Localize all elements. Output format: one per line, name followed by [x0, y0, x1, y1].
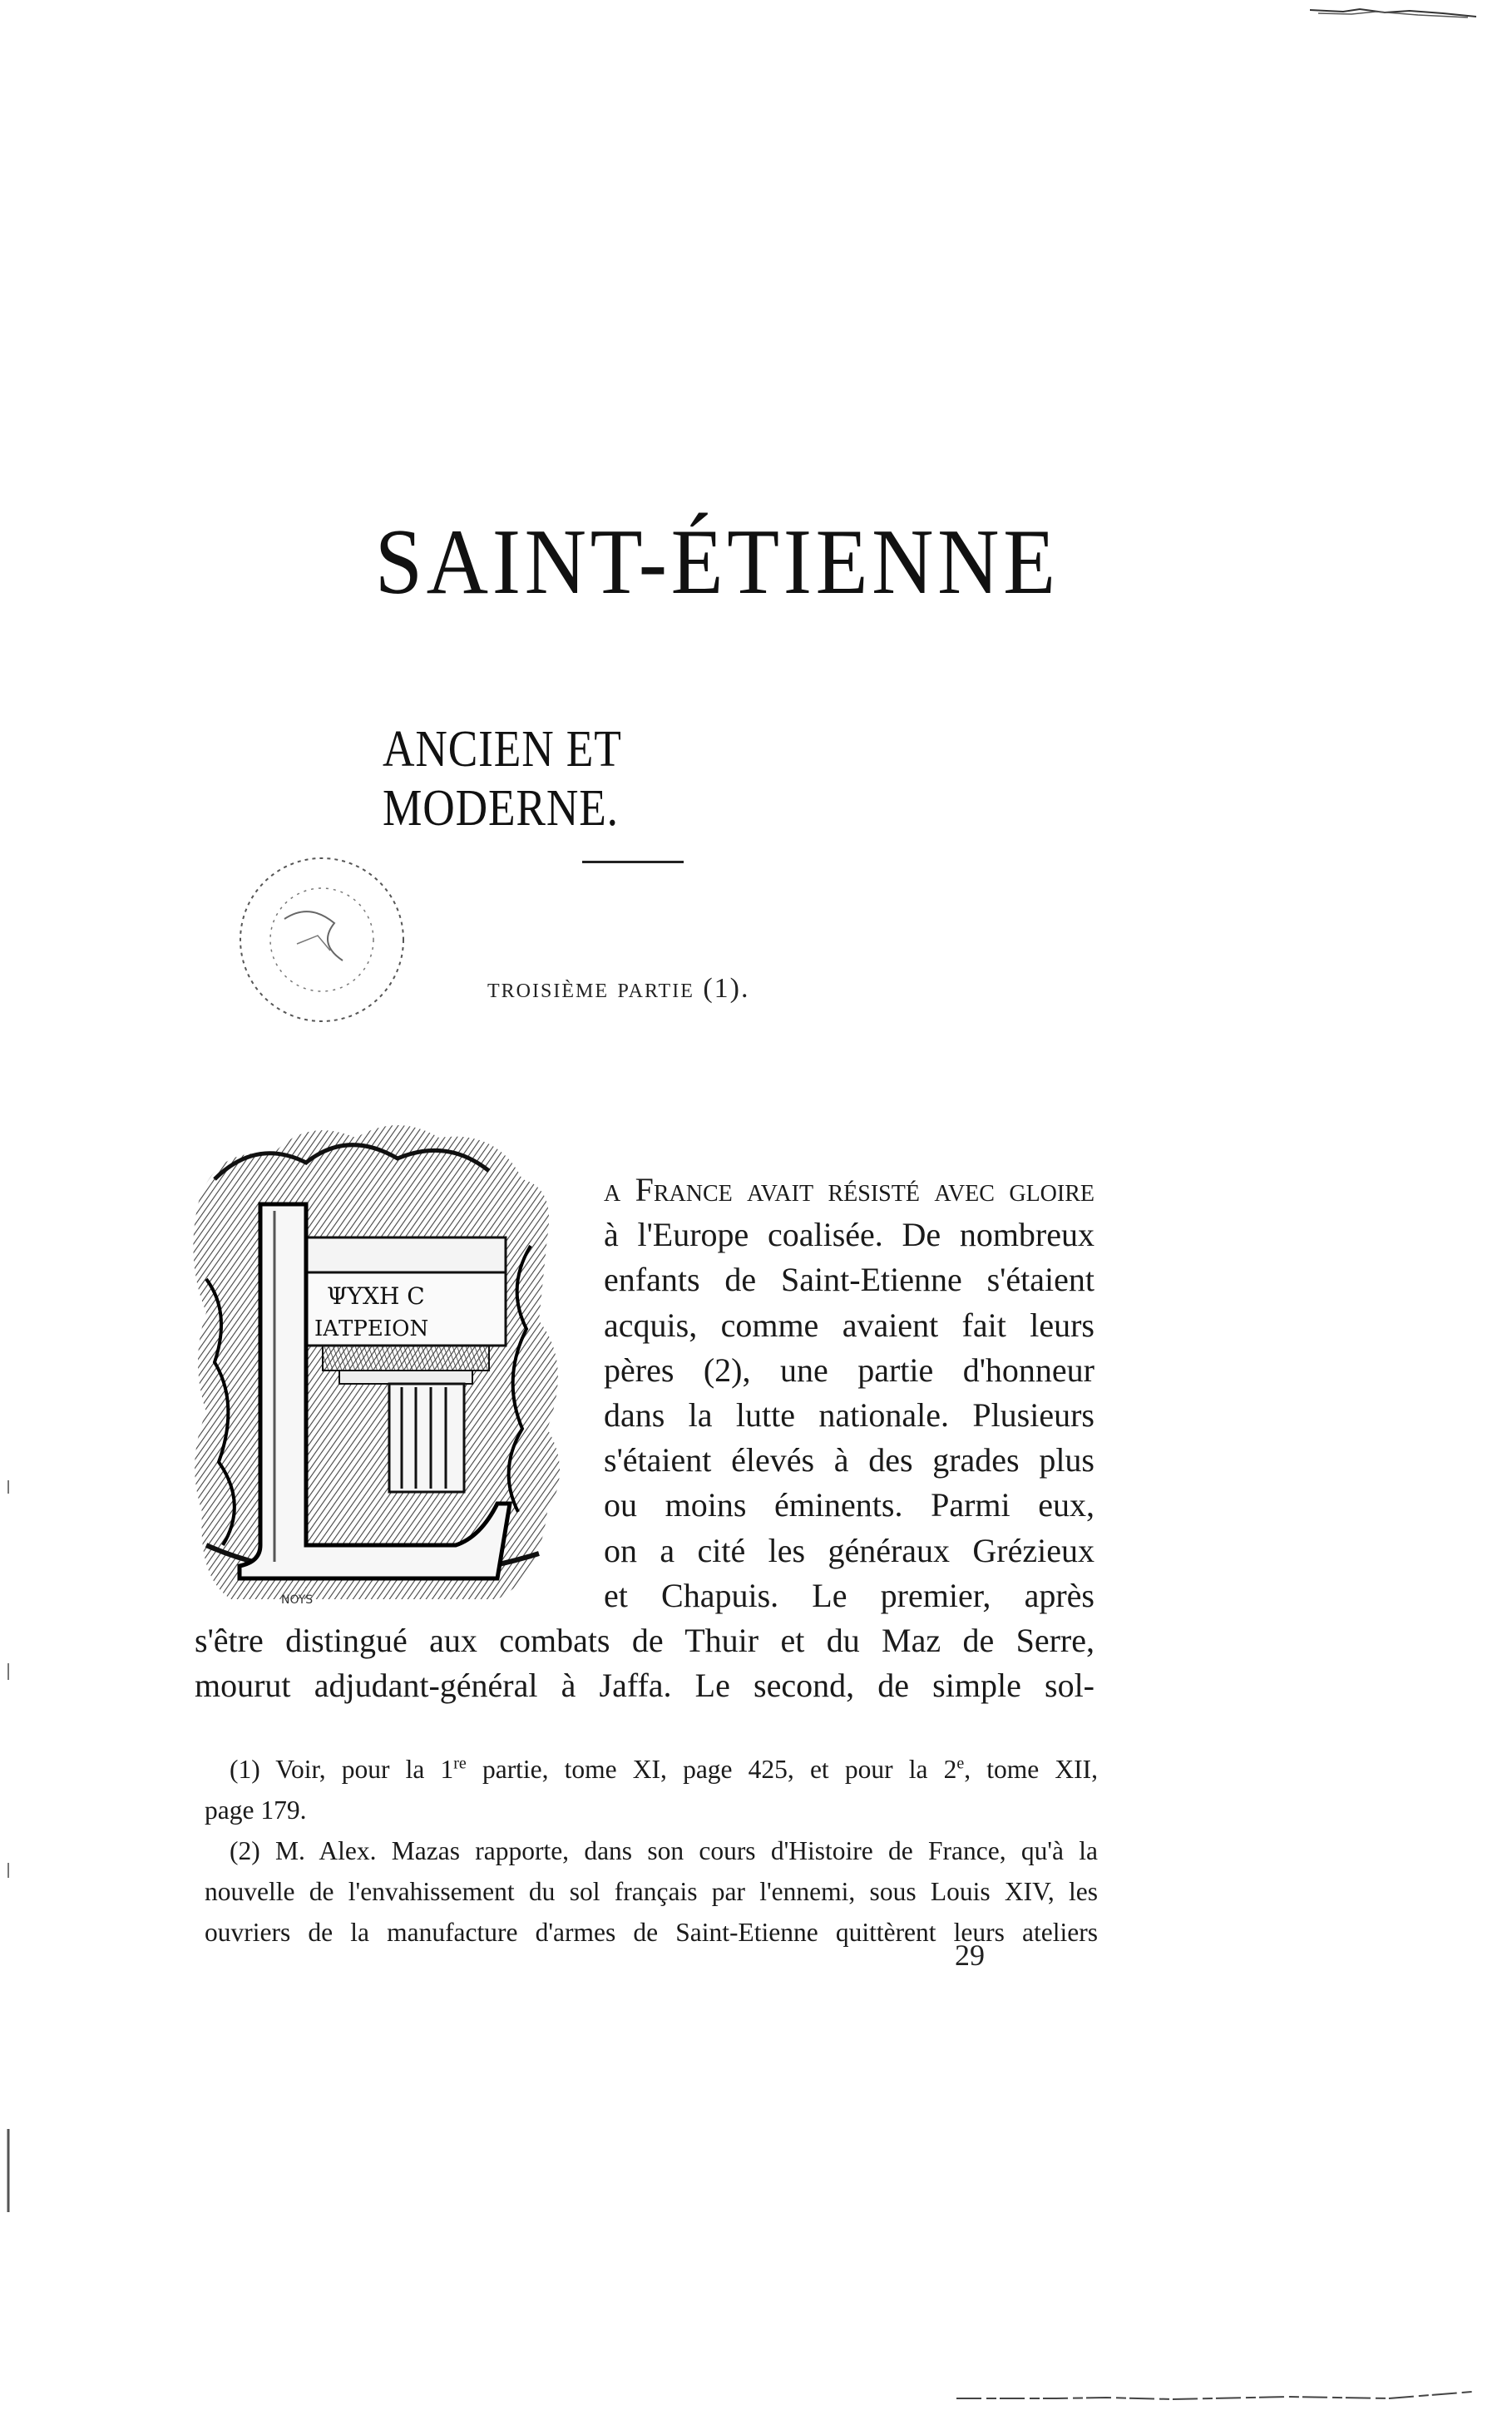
- body-line: à l'Europe coalisée. De nombreux: [604, 1216, 1094, 1254]
- page-title: [0, 509, 1512, 616]
- inscription-line2: ΙΑΤΡΕΙΟΝ: [314, 1316, 429, 1341]
- footnote-2-line-3: ouvriers de la manufacture d'armes de Saint-Etienne quittèrent leurs ateliers: [205, 1918, 1098, 1947]
- inscription-line1: ΨΥΧΗ C: [327, 1282, 425, 1310]
- body-line: pères (2), une partie d'honneur: [604, 1351, 1094, 1389]
- footnote-sup: re: [453, 1754, 467, 1773]
- scan-artifact-left: [3, 1480, 12, 2229]
- body-line: et Chapuis. Le premier, après: [604, 1576, 1094, 1614]
- footnote-2-line-2: nouvelle de l'envahissement du sol français par l'ennemi, sous Louis XIV, les: [205, 1877, 1098, 1906]
- body-line: a France avait résisté avec gloire: [604, 1171, 1094, 1208]
- footnotes: [205, 1749, 1098, 1953]
- drop-cap-illustration: [181, 1113, 592, 1612]
- footnote-text: (1) Voir, pour la 1: [230, 1755, 454, 1784]
- body-line: dans la lutte nationale. Plusieurs: [604, 1396, 1094, 1435]
- body-indented: [604, 1168, 1094, 1618]
- body-line: enfants de Saint-Etienne s'étaient: [604, 1261, 1094, 1299]
- body-full: [195, 1618, 1094, 1708]
- engraver-signature: NOYS: [281, 1593, 314, 1607]
- library-stamp: [218, 844, 422, 1035]
- scan-artifact-top: [1310, 7, 1476, 18]
- footnote-text: partie, tome XI, page 425, et pour la 2: [466, 1755, 957, 1784]
- footnote-1-line-2: page 179.: [205, 1795, 307, 1825]
- body-line: acquis, comme avaient fait leurs: [604, 1306, 1094, 1344]
- scan-artifact-bottom: [956, 2387, 1472, 2403]
- body-line: s'être distingué aux combats de Thuir et du Maz de Serre,: [195, 1622, 1094, 1659]
- footnote-sup: e: [956, 1754, 965, 1773]
- body-line: on a cité les généraux Grézieux: [604, 1531, 1094, 1569]
- body-line: mourut adjudant-général à Jaffa. Le second, de simple sol-: [195, 1667, 1094, 1705]
- footnote-1-line-1: [205, 1749, 1098, 1790]
- page-number: 29: [955, 1939, 985, 1972]
- footnote-2-line-1: (2) M. Alex. Mazas rapporte, dans son cours d'Histoire de France, qu'à la: [230, 1836, 1098, 1865]
- footnote-text: , tome XII,: [964, 1755, 1098, 1784]
- body-line: ou moins éminents. Parmi eux,: [604, 1486, 1094, 1524]
- title-rule: [582, 861, 684, 863]
- title-text: SAINT-ÉTIENNE: [374, 511, 1060, 614]
- drop-cap-letter: L: [181, 1113, 182, 1114]
- part-heading: troisième partie (1).: [487, 973, 750, 1004]
- body-line: s'étaient élevés à des grades plus: [604, 1441, 1094, 1479]
- subtitle: ANCIEN ET MODERNE.: [383, 721, 621, 837]
